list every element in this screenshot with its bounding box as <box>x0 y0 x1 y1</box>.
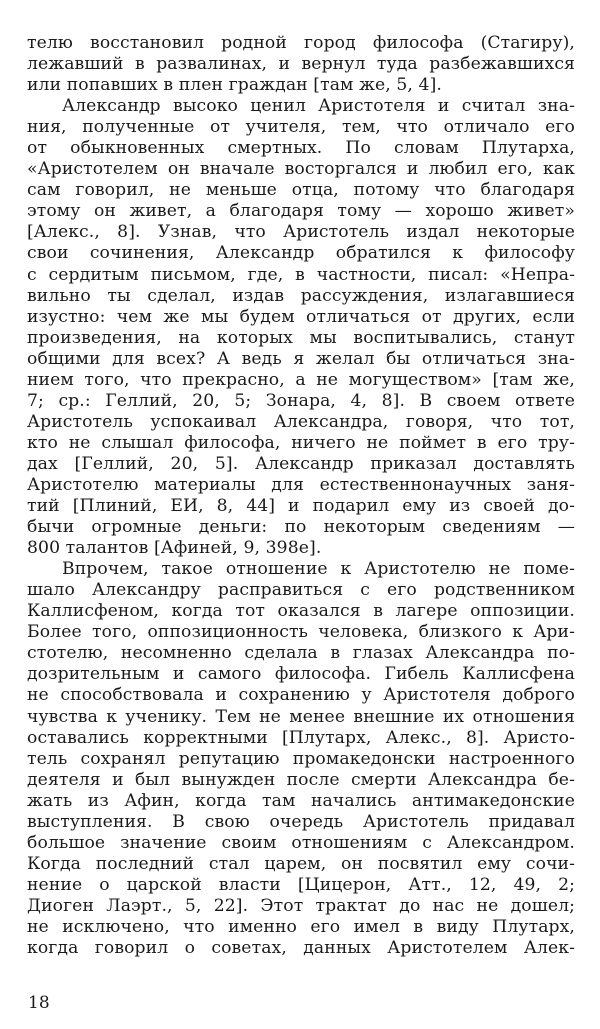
text-line: изустно: чем же мы будем отличаться от других, если <box>27 306 575 327</box>
text-line: дах [Геллий, 20, 5]. Александр приказал доставлять <box>27 453 575 474</box>
text-line: или попавших в плен граждан [там же, 5, 4]. <box>27 75 442 96</box>
text-line: этому он живет, а благодаря тому — хорошо живет» <box>27 201 575 222</box>
text-line: когда говорил о советах, данных Аристотелем Алек- <box>27 938 575 959</box>
text-line: Каллисфеном, когда тот оказался в лагере оппозиции. <box>27 601 575 622</box>
text-line: большое значение своим отношениям с Александром. <box>27 832 575 853</box>
paragraph-2 <box>27 96 575 559</box>
text-line: деятеля и был вынужден после смерти Александра бе- <box>27 769 575 790</box>
text-line: чувства к ученику. Тем не менее внешние их отношения <box>27 706 575 727</box>
text-line: не способствовала и сохранению у Аристотеля доброго <box>27 685 575 706</box>
text-line: свои сочинения, Александр обратился к философу <box>27 243 575 264</box>
text-line: от обыкновенных смертных. По словам Плутарха, <box>27 138 575 159</box>
text-line: бычи огромные деньги: по некоторым сведениям — <box>27 517 575 538</box>
text-line: лежавший в развалинах, и вернул туда разбежавшихся <box>27 54 575 75</box>
text-line: жать из Афин, когда там начались антимакедонские <box>27 790 575 811</box>
text-line: общими для всех? А ведь я желал бы отличаться зна- <box>27 348 575 369</box>
paragraph-1 <box>27 33 575 96</box>
text-line: ния, полученные от учителя, тем, что отличало его <box>27 117 575 138</box>
text-line: [Алекс., 8]. Узнав, что Аристотель издал некоторые <box>27 222 575 243</box>
paragraph-3 <box>27 559 575 959</box>
text-line: Диоген Лаэрт., 5, 22]. Этот трактат до нас не дошел; <box>27 895 575 916</box>
text-line: телю восстановил родной город философа (Стагиру), <box>27 33 575 53</box>
text-line: Александр высоко ценил Аристотеля и считал зна- <box>62 96 575 117</box>
text-line: 800 талантов [Афиней, 9, 398e]. <box>27 538 322 559</box>
text-line: кто не слышал философа, ничего не поймет в его тру- <box>27 432 575 453</box>
text-line: выступления. В свою очередь Аристотель придавал <box>27 811 575 832</box>
text-line: Аристотель успокаивал Александра, говоря, что тот, <box>27 411 575 432</box>
text-line: 7; ср.: Геллий, 20, 5; Зонара, 4, 8]. В своем ответе <box>27 390 575 411</box>
text-line: Когда последний стал царем, он посвятил ему сочи- <box>27 853 575 874</box>
text-line: нение о царской власти [Цицерон, Атт., 12, 49, 2; <box>27 874 575 895</box>
text-line: нием того, что прекрасно, а не могуществом» [там же, <box>27 369 575 390</box>
text-line: дозрительным и самого философа. Гибель Каллисфена <box>27 664 575 685</box>
text-line: шало Александру расправиться с его родственником <box>27 580 575 601</box>
text-line: тель сохранял репутацию промакедонски настроенного <box>27 748 575 769</box>
text-line: оставались корректными [Плутарх, Алекс., 8]. Аристо- <box>27 727 575 748</box>
page-number: 18 <box>28 993 50 1013</box>
text-line: Более того, оппозиционность человека, близкого к Ари- <box>27 622 575 643</box>
text-line: стотелю, несомненно сделала в глазах Александра по- <box>27 643 575 664</box>
text-line: с сердитым письмом, где, в частности, писал: «Непра- <box>27 264 575 285</box>
text-line: не исключено, что именно его имел в виду Плутарх, <box>27 916 575 937</box>
body-text <box>27 33 575 959</box>
text-line: произведения, на которых мы воспитывались, станут <box>27 327 575 348</box>
text-line: сам говорил, не меньше отца, потому что благодаря <box>27 180 575 201</box>
text-line: Впрочем, такое отношение к Аристотелю не поме- <box>62 559 575 580</box>
text-line: тий [Плиний, ЕИ, 8, 44] и подарил ему из своей до- <box>27 496 575 517</box>
text-line: «Аристотелем он вначале восторгался и любил его, как <box>27 159 575 180</box>
text-line: вильно ты сделал, издав рассуждения, излагавшиеся <box>27 285 575 306</box>
text-line: Аристотелю материалы для естественнонаучных заня- <box>27 474 575 495</box>
